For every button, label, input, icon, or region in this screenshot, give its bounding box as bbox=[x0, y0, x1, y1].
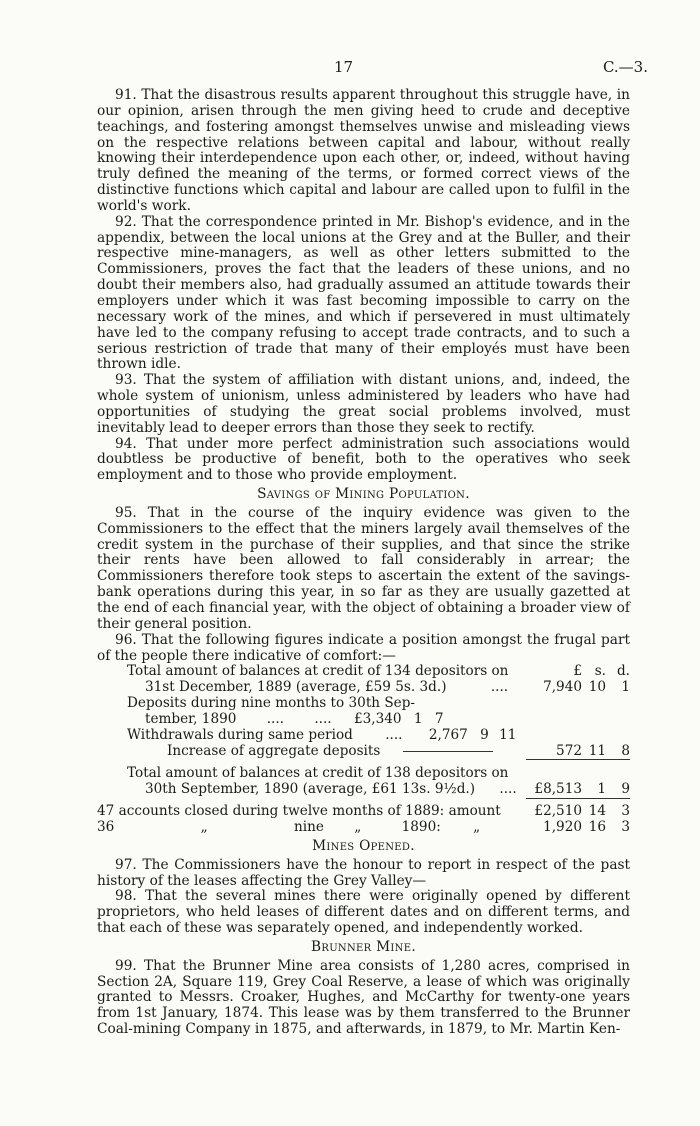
paragraph-92: 92. That the correspondence printed in Mr. Bishop's evidence, and in the appendix, between the local unions at the Grey and at the Buller, and their respective mine-managers, as well as other letters submitted to the Commissioners, proves the fact that the leaders of these unions, and no doubt their members also, had gradually assumed an attitude towards their employers under which it was fast becoming impossible to carry on the necessary work of the mines, and which if persevered in must ultimately have led to the company refusing to accept trade contracts, and to such a serious restriction of trade that many of their employés must have been thrown idle. bbox=[97, 213, 630, 373]
table-cell: 3 bbox=[621, 803, 630, 820]
table-cell: 1 bbox=[582, 782, 606, 798]
table-cell: 16 bbox=[588, 818, 606, 835]
table-cell: 2,767 bbox=[428, 726, 468, 743]
table-row-label: Increase of aggregate deposits bbox=[167, 743, 381, 760]
table-row-label: 47 accounts closed during twelve months of 1889: amount bbox=[97, 803, 501, 820]
paragraph-95: 95. That in the course of the inquiry evidence was given to the Commissioners to the effect that the miners largely avail themselves of the credit system in the purchase of their supplies, and that since the strike their rents have been allowed to fall considerably in arrear; the Commissioners therefore took steps to ascertain the extent of the savings-bank operations during this year, in so far as they are usually gazetted at the end of each financial year, with the object of obtaining a broader view of their general position. bbox=[97, 504, 630, 632]
table-row-label: Total amount of balances at credit of 138 depositors on bbox=[127, 764, 509, 781]
heading-mines-opened: Mines Opened. bbox=[312, 837, 415, 854]
page-number: 17 bbox=[334, 58, 354, 76]
paragraph-99: 99. That the Brunner Mine area consists of 1,280 acres, comprised in Section 2A, Square 119, Grey Coal Reserve, a lease of which was originally granted to Messrs. Croaker, Hughes, and McCarthy for twenty-one years from 1st January, 1874. This lease was by them transferred to the Brunner Coal-mining Company in 1875, and afterwards, in 1879, to Mr. Martin Ken- bbox=[97, 957, 630, 1038]
table-row-label: 30th September, 1890 (average, £61 13s. 9½d.) bbox=[145, 781, 476, 798]
paragraph-98: 98. That the several mines there were originally opened by different proprietors, who held leases of different dates and on different terms, and that each of these was separately opened, and independently worked. bbox=[97, 888, 630, 937]
leader-dots: .... bbox=[490, 679, 509, 696]
table-cell: 572 bbox=[526, 744, 582, 760]
table-cell: 14 bbox=[588, 803, 606, 820]
table-cell: 7,940 bbox=[543, 679, 582, 696]
rule bbox=[403, 751, 493, 752]
paragraph-97: 97. The Commissioners have the honour to report in respect of the past history of the leases affecting the Grey Valley— bbox=[97, 856, 630, 889]
paragraph-93: 93. That the system of affiliation with distant unions, and, indeed, the whole system of unionism, unless administered by leaders who have had opportunities of studying the great social problems involved, must inevitably lead to deeper errors than those they seek to rectify. bbox=[97, 372, 630, 436]
table-row-label: Total amount of balances at credit of 134 depositors on bbox=[127, 663, 509, 680]
ditto-mark: „ bbox=[354, 818, 362, 835]
table-cell: 11 bbox=[499, 726, 517, 743]
heading-savings: Savings of Mining Population. bbox=[257, 486, 470, 503]
table-cell: £2,510 bbox=[534, 803, 582, 820]
table-cell: 1,920 bbox=[543, 818, 582, 835]
table-cell: 9 bbox=[480, 726, 489, 743]
table-cell: 8 bbox=[606, 744, 630, 760]
table-row-label: 1890: bbox=[401, 818, 441, 835]
col-pounds-header: £ bbox=[573, 663, 582, 680]
table-cell: 11 bbox=[582, 744, 606, 760]
leader-dots: .... bbox=[499, 781, 517, 798]
table-cell: 10 bbox=[588, 679, 606, 696]
ditto-mark: „ bbox=[473, 818, 481, 835]
col-pence-header: d. bbox=[616, 663, 630, 680]
table-cell: 1 bbox=[621, 679, 630, 696]
table-row-label: 36 bbox=[97, 818, 115, 835]
table-row-label: 31st December, 1889 (average, £59 5s. 3d.) bbox=[145, 679, 447, 696]
table-row-label: Deposits during nine months to 30th Sep- bbox=[127, 695, 416, 712]
table-cell: 3 bbox=[621, 818, 630, 835]
leader-dots: .... bbox=[314, 710, 332, 727]
table-row-label: Withdrawals during same period bbox=[127, 726, 353, 743]
table-cell: 9 bbox=[606, 782, 630, 798]
table-row-label: tember, 1890 bbox=[145, 710, 237, 727]
heading-brunner-mine: Brunner Mine. bbox=[311, 938, 416, 955]
table-cell: £3,340 bbox=[353, 710, 402, 727]
table-cell: 1 bbox=[413, 710, 423, 727]
paragraph-96: 96. That the following figures indicate a position amongst the frugal part of the people there indicative of comfort:— bbox=[97, 631, 630, 664]
table-cell: £8,513 bbox=[526, 782, 582, 798]
savings-table bbox=[97, 664, 630, 835]
table-row-label: nine bbox=[294, 818, 324, 835]
leader-dots: .... bbox=[266, 710, 285, 727]
ditto-mark: „ bbox=[200, 818, 208, 835]
document-reference: C.—3. bbox=[602, 58, 648, 76]
page-header bbox=[0, 52, 700, 76]
leader-dots: .... bbox=[385, 726, 403, 743]
paragraph-91: 91. That the disastrous results apparent throughout this struggle have, in our opinion, arisen through the men giving heed to crude and deceptive teachings, and fostering amongst themselves unwise and misleading views on the respective relations between capital and labour, without really knowing their interdependence upon each other, or, indeed, without having truly defined the meaning of the terms, or formed correct views of the distinctive functions which capital and labour are called upon to fulfil in the world's work. bbox=[97, 87, 630, 214]
paragraph-94: 94. That under more perfect administration such associations would doubtless be productive of benefit, both to the operatives who seek employment and to those who provide employment. bbox=[97, 435, 630, 484]
table-cell: 7 bbox=[434, 710, 444, 727]
col-shillings-header: s. bbox=[594, 663, 606, 680]
page-body bbox=[97, 88, 630, 1038]
